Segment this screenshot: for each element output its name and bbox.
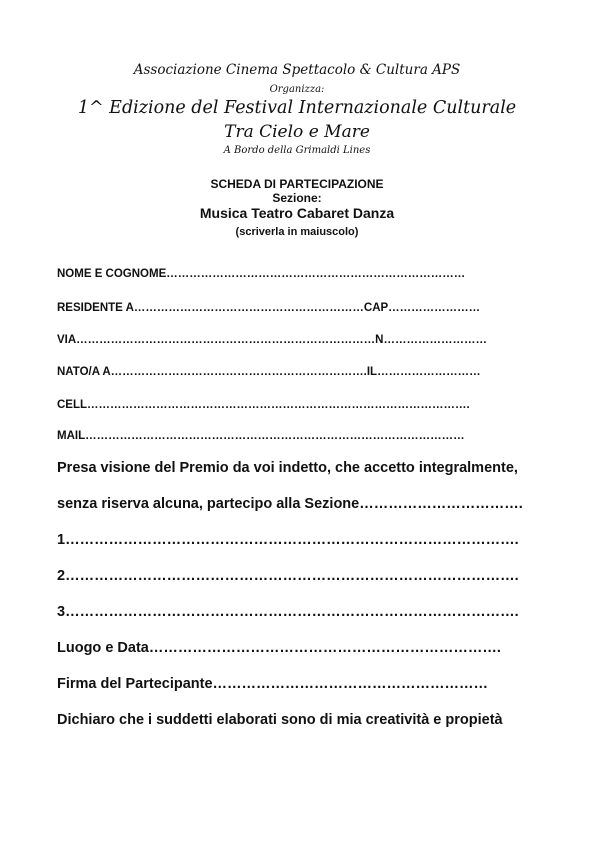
mail-field[interactable]: MAIL……………………………………………………………………………………… bbox=[57, 430, 465, 442]
acceptance-statement-line1: Presa visione del Premio da voi indetto, che accetto integralmente, bbox=[57, 460, 518, 476]
birthplace-field[interactable]: NATO/A A………………………………………………………….IL……………………… bbox=[57, 366, 481, 378]
festival-title: Tra Cielo e Mare bbox=[224, 122, 370, 142]
signature-field[interactable]: Firma del Partecipante………………………………………………… bbox=[57, 676, 489, 692]
entry-line-2[interactable]: 2…………………………………………………………………………………. bbox=[57, 568, 519, 584]
festival-edition-title: 1^ Edizione del Festival Internazionale Culturale bbox=[77, 98, 517, 118]
entry-line-3[interactable]: 3…………………………………………………………………………………. bbox=[57, 604, 519, 620]
entry-line-1[interactable]: 1…………………………………………………………………………………. bbox=[57, 532, 519, 548]
uppercase-note: (scriverla in maiuscolo) bbox=[235, 226, 359, 238]
name-field[interactable]: NOME E COGNOME…………………………………………………………………… bbox=[57, 268, 466, 280]
festival-subtitle: A Bordo della Grimaldi Lines bbox=[223, 145, 371, 156]
residence-field[interactable]: RESIDENTE A……………………………………………………CAP…………………… bbox=[57, 302, 481, 314]
declaration-statement: Dichiaro che i suddetti elaborati sono di mia creatività e propietà bbox=[57, 712, 503, 728]
street-field[interactable]: VIA……………………………………………………………………N……………………… bbox=[57, 334, 487, 346]
section-categories: Musica Teatro Cabaret Danza bbox=[199, 205, 395, 221]
organizza-label: Organizza: bbox=[269, 84, 325, 95]
form-heading: SCHEDA DI PARTECIPAZIONE bbox=[210, 177, 384, 191]
cell-field[interactable]: CELL………………………………………………………………………………………. bbox=[57, 399, 470, 411]
place-date-field[interactable]: Luogo e Data………………………………………………………………. bbox=[57, 640, 501, 656]
section-label: Sezione: bbox=[272, 191, 322, 205]
acceptance-statement-line2[interactable]: senza riserva alcuna, partecipo alla Sezione……………………………. bbox=[57, 496, 523, 512]
association-name: Associazione Cinema Spettacolo & Cultura APS bbox=[133, 62, 461, 78]
